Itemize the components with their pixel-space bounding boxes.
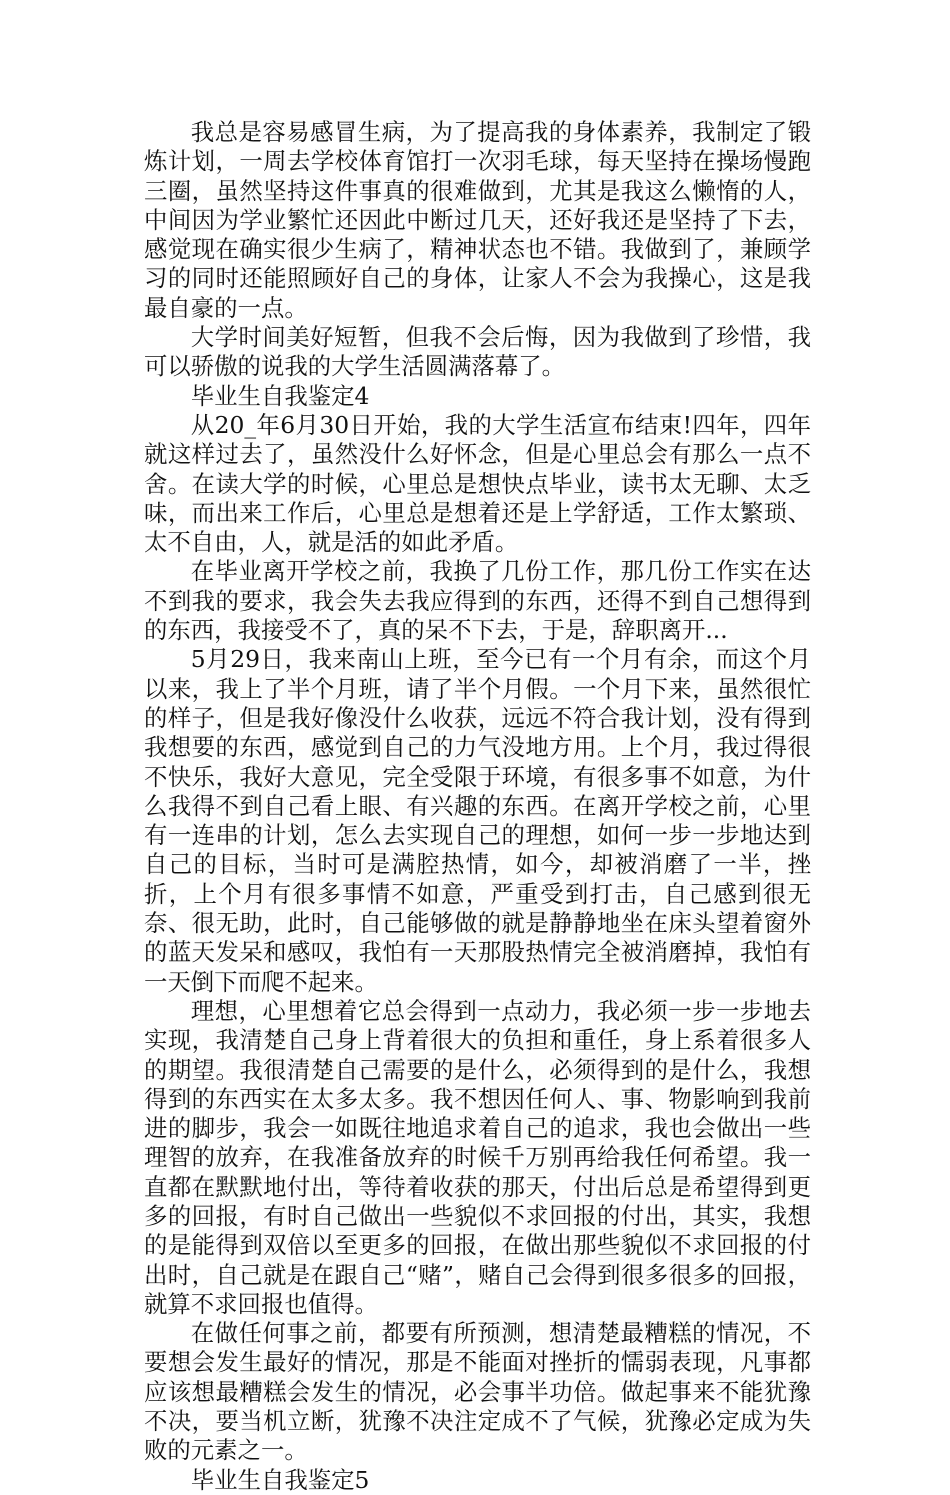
section-heading-4: 毕业生自我鉴定4 <box>190 381 370 410</box>
paragraph-planning: 在做任何事之前，都要有所预测，想清楚最糟糕的情况，不要想会发生最好的情况，那是不能面对挫折的懦弱表现，凡事都应该想最糟糕会发生的情况，必会事半功倍。做起事来不能犹豫不决，要当机立断，犹豫不决注定成不了气候，犹豫必定成为失败的元素之一。 <box>144 1319 811 1465</box>
document-page <box>144 118 811 1495</box>
paragraph-ideals: 理想，心里想着它总会得到一点动力，我必须一步一步地去实现，我清楚自己身上背着很大的负担和重任，身上系着很多人的期望。我很清楚自己需要的是什么，必须得到的是什么，我想得到的东西实在太多太多。我不想因任何人、事、物影响到我前进的脚步，我会一如既往地追求着自己的追求，我也会做出一些理智的放弃，在我准备放弃的时候千万别再给我任何希望。我一直都在默默地付出，等待着收获的那天，付出后总是希望得到更多的回报，有时自己做出一些貌似不求回报的付出，其实，我想的是能得到双倍以至更多的回报，在做出那些貌似不求回报的付出时，自己就是在跟自己“赌”，赌自己会得到很多很多的回报，就算不求回报也值得。 <box>144 996 811 1318</box>
paragraph-university-time: 大学时间美好短暂，但我不会后悔，因为我做到了珍惜，我可以骄傲的说我的大学生活圆满落幕了。 <box>144 323 811 381</box>
paragraph-nanshan: 5月29日，我来南山上班，至今已有一个月有余，而这个月以来，我上了半个月班，请了半个月假。一个月下来，虽然很忙的样子，但是我好像没什么收获，远远不符合我计划，没有得到我想要的东西，感觉到自己的力气没地方用。上个月，我过得很不快乐，我好大意见，完全受限于环境，有很多事不如意，为什么我得不到自己看上眼、有兴趣的东西。在离开学校之前，心里有一连串的计划，怎么去实现自己的理想，如何一步一步地达到自己的目标，当时可是满腔热情，如今，却被消磨了一半，挫折，上个月有很多事情不如意，严重受到打击，自己感到很无奈、很无助，此时，自己能够做的就是静静地坐在床头望着窗外的蓝天发呆和感叹，我怕有一天那股热情完全被消磨掉，我怕有一天倒下而爬不起来。 <box>144 645 811 996</box>
paragraph-graduation: 从20_年6月30日开始，我的大学生活宣布结束!四年，四年就这样过去了，虽然没什么好怀念，但是心里总会有那么一点不舍。在读大学的时候，心里总是想快点毕业，读书太无聊、太乏味，而出来工作后，心里总是想着还是上学舒适，工作太繁琐、太不自由，人，就是活的如此矛盾。 <box>144 410 811 557</box>
paragraph-jobs: 在毕业离开学校之前，我换了几份工作，那几份工作实在达不到我的要求，我会失去我应得到的东西，还得不到自己想得到的东西，我接受不了，真的呆不下去，于是，辞职离开... <box>144 557 811 645</box>
paragraph-exercise: 我总是容易感冒生病，为了提高我的身体素养，我制定了锻炼计划，一周去学校体育馆打一次羽毛球，每天坚持在操场慢跑三圈，虽然坚持这件事真的很难做到，尤其是我这么懒惰的人，中间因为学业繁忙还因此中断过几天，还好我还是坚持了下去，感觉现在确实很少生病了，精神状态也不错。我做到了，兼顾学习的同时还能照顾好自己的身体，让家人不会为我操心，这是我最自豪的一点。 <box>144 118 811 322</box>
section-heading-5: 毕业生自我鉴定5 <box>190 1465 370 1494</box>
